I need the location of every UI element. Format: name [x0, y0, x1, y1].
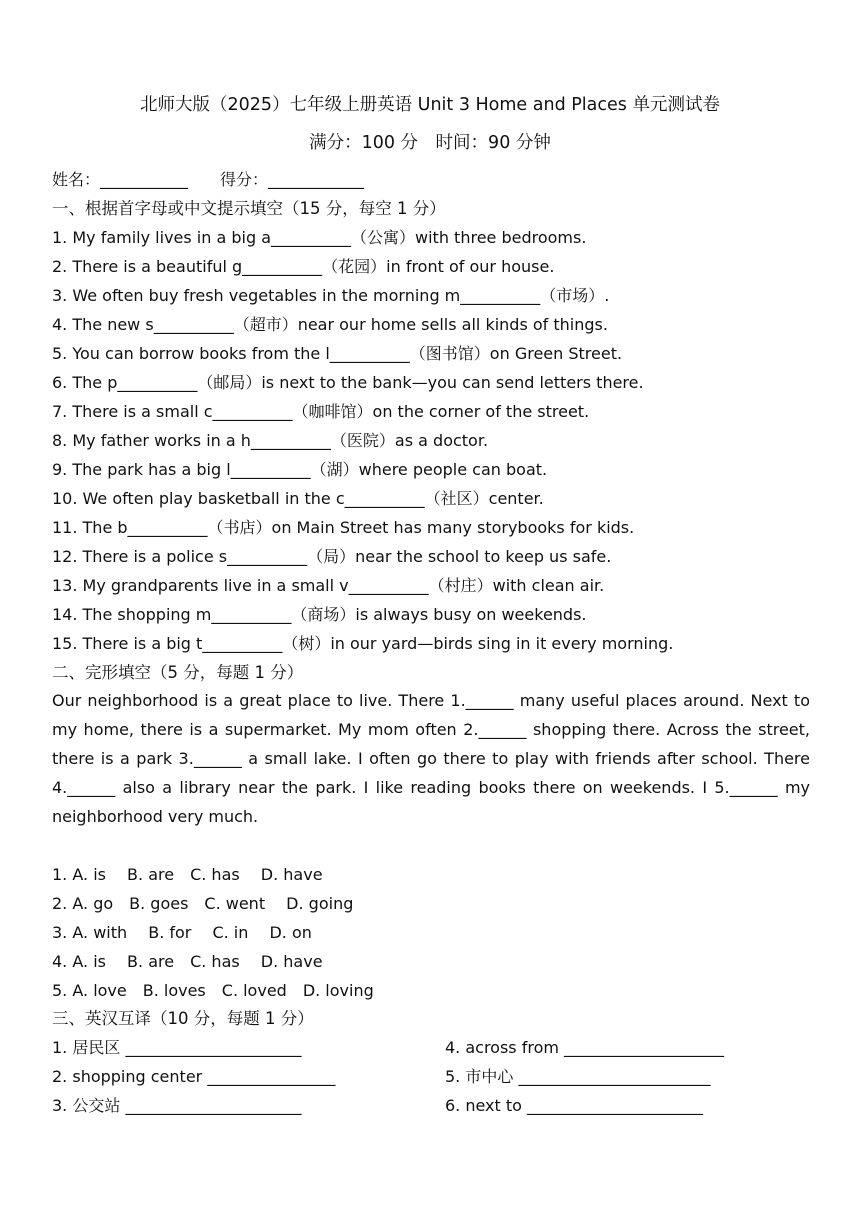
cloze-passage: Our neighborhood is a great place to live. There 1.______ many useful places around. Next to my home, there is a supermarket. My mom often 2.______ shopping there. Across the street, there is a park 3.______ a small lake. I often go there to play with friends after school. There 4.______ also a library near the park. I like reading books there on weekends. I 5.______ my neighborhood very much. [52, 691, 810, 826]
fill-item-9: 9. The park has a big l__________（湖）where people can boat. [52, 460, 548, 479]
fill-item-3: 3. We often buy fresh vegetables in the morning m__________（市场）. [52, 286, 610, 305]
cloze-option-5: 5. A. love B. loves C. loved D. loving [52, 981, 374, 1000]
translate-item-2: 2. shopping center ________________ [52, 1067, 336, 1086]
cloze-option-4: 4. A. is B. are C. has D. have [52, 952, 323, 971]
fill-item-12: 12. There is a police s__________（局）near the school to keep us safe. [52, 547, 612, 566]
cloze-option-3: 3. A. with B. for C. in D. on [52, 923, 312, 942]
fill-item-10: 10. We often play basketball in the c__________（社区）center. [52, 489, 544, 508]
cloze-option-2: 2. A. go B. goes C. went D. going [52, 894, 354, 913]
section-3-heading: 三、英汉互译（10 分，每题 1 分） [52, 1009, 314, 1028]
translate-item-5: 5. 市中心 ________________________ [445, 1067, 711, 1086]
fill-item-6: 6. The p__________（邮局）is next to the bank—you can send letters there. [52, 373, 644, 392]
page-title: 北师大版（2025）七年级上册英语 Unit 3 Home and Places 单元测试卷 [140, 95, 720, 115]
fill-item-15: 15. There is a big t__________（树）in our yard—birds sing in it every morning. [52, 634, 674, 653]
page-subtitle: 满分：100 分 时间：90 分钟 [309, 133, 551, 153]
translate-item-6: 6. next to ______________________ [445, 1096, 704, 1115]
section-2-heading: 二、完形填空（5 分，每题 1 分） [52, 663, 304, 682]
fill-item-4: 4. The new s__________（超市）near our home sells all kinds of things. [52, 315, 608, 334]
translate-item-3: 3. 公交站 ______________________ [52, 1096, 302, 1115]
fill-item-11: 11. The b__________（书店）on Main Street has many storybooks for kids. [52, 518, 635, 537]
fill-item-14: 14. The shopping m__________（商场）is always busy on weekends. [52, 605, 587, 624]
section-1-heading: 一、根据首字母或中文提示填空（15 分，每空 1 分） [52, 199, 446, 218]
fill-item-8: 8. My father works in a h__________（医院）as a doctor. [52, 431, 489, 450]
fill-item-5: 5. You can borrow books from the l__________（图书馆）on Green Street. [52, 344, 623, 363]
fill-item-7: 7. There is a small c__________（咖啡馆）on the corner of the street. [52, 402, 590, 421]
fill-item-2: 2. There is a beautiful g__________（花园）in front of our house. [52, 257, 555, 276]
name-score-line: 姓名：___________ 得分：____________ [52, 170, 365, 189]
fill-item-13: 13. My grandparents live in a small v__________（村庄）with clean air. [52, 576, 605, 595]
translate-item-4: 4. across from ____________________ [445, 1038, 725, 1057]
fill-item-1: 1. My family lives in a big a__________（公寓）with three bedrooms. [52, 228, 587, 247]
translate-item-1: 1. 居民区 ______________________ [52, 1038, 302, 1057]
cloze-option-1: 1. A. is B. are C. has D. have [52, 865, 323, 884]
